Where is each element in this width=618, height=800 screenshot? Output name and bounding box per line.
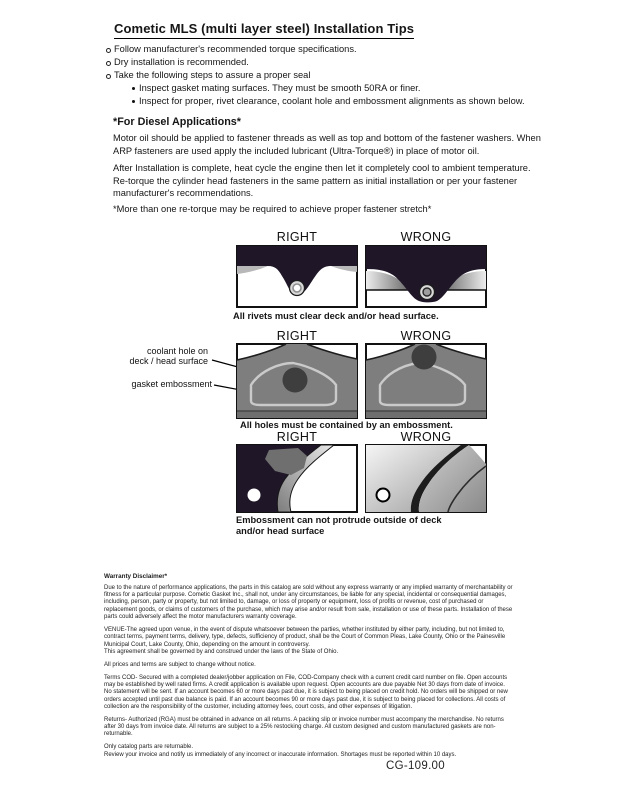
right-label: RIGHT <box>276 430 318 444</box>
gasket-embossment-annotation: gasket embossment <box>131 379 212 389</box>
annotation-line: deck / head surface <box>129 356 208 366</box>
annotation-line: coolant hole on <box>146 346 208 356</box>
wrong-label: WRONG <box>400 329 452 343</box>
page-title: Cometic MLS (multi layer steel) Installation Tips <box>114 21 414 39</box>
embossment-right-diagram <box>236 343 358 419</box>
rivet-center <box>293 284 301 292</box>
venue-text: VENUE-The agreed upon venue, in the event of dispute whatsoever between the parties, whether instituted by either party, including, but not limited to, contract terms, payment terms, delivery, type, defects, sufficiency of product, shall be the Court of Common Pleas, Lake County, Ohio or the Painesville Municipal Court, Lake County, Ohio, depending on the amount in controversy. <box>104 626 506 648</box>
tip-sub-text: Inspect gasket mating surfaces. They must be smooth 50RA or finer. <box>139 83 421 93</box>
catalog-paragraph <box>104 744 514 759</box>
coolant-hole <box>412 345 437 370</box>
tip-item <box>114 44 357 54</box>
caption-line: Embossment can not protrude outside of deck <box>236 515 442 525</box>
venue-paragraph <box>104 627 514 656</box>
protrusion-right-diagram <box>236 444 358 513</box>
tip-sub-text: Inspect for proper, rivet clearance, coolant hole and embossment alignments as shown below. <box>139 96 525 106</box>
review-text: Review your invoice and notify us immediately of any incorrect or inaccurate information. Shortages must be reported within 10 days. <box>104 751 457 758</box>
wrong-label: WRONG <box>400 230 452 244</box>
fine-print-block <box>104 573 514 764</box>
right-label: RIGHT <box>276 230 318 244</box>
tip-text: Dry installation is recommended. <box>114 57 249 67</box>
caption-line: and/or head surface <box>236 526 325 536</box>
diesel-paragraph-1: Motor oil should be applied to fastener threads as well as top and bottom of the fastener washers. When ARP fasteners are used apply the included lubricant (Ultra-Torque®) in place of motor oil. <box>113 133 541 156</box>
tip-sub-item <box>139 96 525 106</box>
embossment-caption: All holes must be contained by an embossment. <box>240 420 453 430</box>
page-number: CG-109.00 <box>386 760 445 772</box>
right-label: RIGHT <box>276 329 318 343</box>
retorque-note: *More than one re-torque may be required to achieve proper fastener stretch* <box>113 204 432 214</box>
catalog-text: Only catalog parts are returnable. <box>104 744 194 751</box>
rivet-center <box>423 288 431 296</box>
prices-paragraph: All prices and terms are subject to change without notice. <box>104 661 256 668</box>
coolant-hole-annotation <box>86 346 208 366</box>
terms-paragraph: Terms COD- Secured with a completed dealer/jobber application on File, COD-Company check with a current credit card number on file. Open accounts may be established by well rated firms. A credit application is available upon request. Open accounts are due payable Net 30 days from date of invoice. No statement will be sent. If an account becomes 60 or more days past due, it is subject to being placed on credit hold. No orders will be shipped or new orders accepted until past due balance is paid. If an account becomes 90 or more days past due, it is subject to being placed for collections. All costs of collection are the responsibility of the customer, including attorney fees, court costs, and other expenses of litigation. <box>104 674 508 710</box>
diesel-paragraph-2: After Installation is complete, heat cycle the engine then let it completely cool to ambient temperature. Re-torque the cylinder head fasteners in the same pattern as initial installation or per your fastener manufacturer's recommendations. <box>113 163 531 199</box>
tip-item <box>114 70 310 80</box>
rivet-right-diagram <box>236 245 358 308</box>
tip-text: Follow manufacturer's recommended torque specifications. <box>114 44 357 54</box>
tip-sub-item <box>139 83 420 93</box>
tip-text: Take the following steps to assure a proper seal <box>114 70 311 80</box>
wrong-label: WRONG <box>400 430 452 444</box>
bolt-hole <box>248 489 261 502</box>
bottom-band <box>237 411 357 418</box>
protrusion-wrong-diagram <box>365 444 487 513</box>
rivet-caption: All rivets must clear deck and/or head surface. <box>233 311 439 321</box>
bottom-band <box>366 411 486 418</box>
returns-paragraph: Returns- Authorized (RGA) must be obtained in advance on all returns. A packing slip or invoice number must accompany the merchandise. No returns after 30 days from invoice date. All returns are subject to a 25% restocking charge. All custom designed and custom manufactured gaskets are non-returnable. <box>104 716 504 738</box>
tip-item <box>114 57 249 67</box>
coolant-hole <box>283 368 308 393</box>
warranty-disclaimer-heading: Warranty Disclaimer* <box>104 573 168 580</box>
rivet-wrong-diagram <box>365 245 487 308</box>
protrusion-caption <box>236 515 442 537</box>
governed-text: This agreement shall be governed by and construed under the laws of the State of Ohio. <box>104 648 339 655</box>
embossment-wrong-diagram <box>365 343 487 419</box>
diesel-applications-heading: *For Diesel Applications* <box>113 116 241 128</box>
warranty-paragraph: Due to the nature of performance applications, the parts in this catalog are sold without any express warranty or any implied warranty of merchantability or fitness for a particular purpose. Cometic Gasket Inc., shall not, under any circumstances, be liable for any special, incidental or consequential damages, including, person, party or property, but not limited to, damage, or loss of property or equipment, loss of profits or revenue, cost of purchased or replacement goods, or claims of customers of the purchase, which may arise and/or result from sale, installation or use of these parts. Installation of these parts could adversely affect the motor manufacturers warranty coverage. <box>104 584 513 621</box>
bolt-hole <box>377 489 390 502</box>
